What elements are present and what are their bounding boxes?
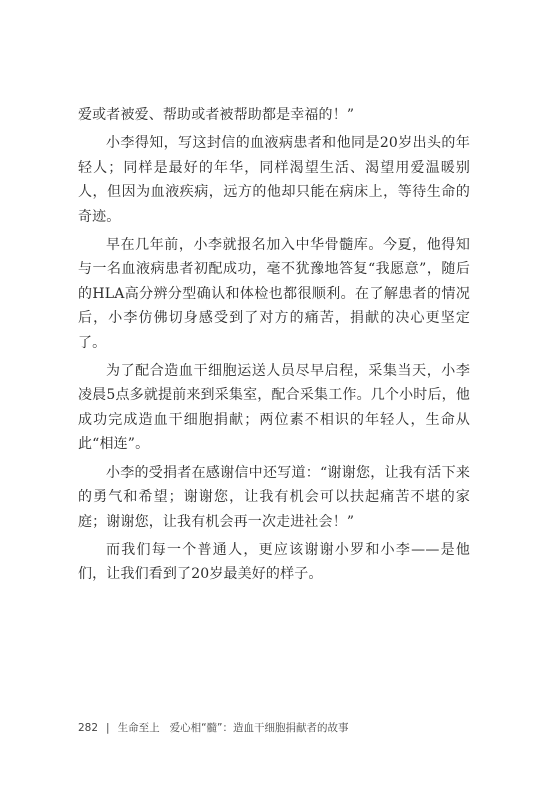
paragraph: 小李得知，写这封信的血液病患者和他同是20岁出头的年轻人；同样是最好的年华，同样渴望生活、渴望用爱温暖别人，但因为血液疾病，远方的他却只能在病床上，等待生命的奇迹。 — [78, 135, 470, 225]
paragraph: 而我们每一个普通人，更应该谢谢小罗和小李——是他们，让我们看到了20岁最美好的样子。 — [78, 541, 470, 583]
page-number: 282 — [78, 722, 99, 734]
paragraph: 早在几年前，小李就报名加入中华骨髓库。今夏，他得知与一名血液病患者初配成功，毫不犹豫地答复“我愿意”，随后的HLA高分辨分型确认和体检也都很顺利。在了解患者的情况后，小李仿佛切身感受到了对方的痛苦，捐献的决心更坚定了。 — [78, 237, 470, 351]
footer-separator: | — [106, 722, 110, 734]
book-title: 生命至上 — [117, 722, 160, 734]
chapter-title: 爱心相“髓”：造血干细胞捐献者的故事 — [169, 722, 349, 734]
paragraph: 为了配合造血干细胞运送人员尽早启程，采集当天，小李凌晨5点多就提前来到采集室，配合采集工作。几个小时后，他成功完成造血干细胞捐献；两位素不相识的年轻人，生命从此“相连”。 — [78, 363, 470, 453]
paragraph-continuation: 爱或者被爱、帮助或者被帮助都是幸福的！” — [78, 107, 355, 123]
paragraph: 小李的受捐者在感谢信中还写道：“谢谢您，让我有活下来的勇气和希望；谢谢您，让我有机会可以扶起痛苦不堪的家庭；谢谢您，让我有机会再一次走进社会！” — [78, 464, 470, 530]
page-footer — [78, 720, 348, 735]
body-text — [78, 103, 470, 587]
